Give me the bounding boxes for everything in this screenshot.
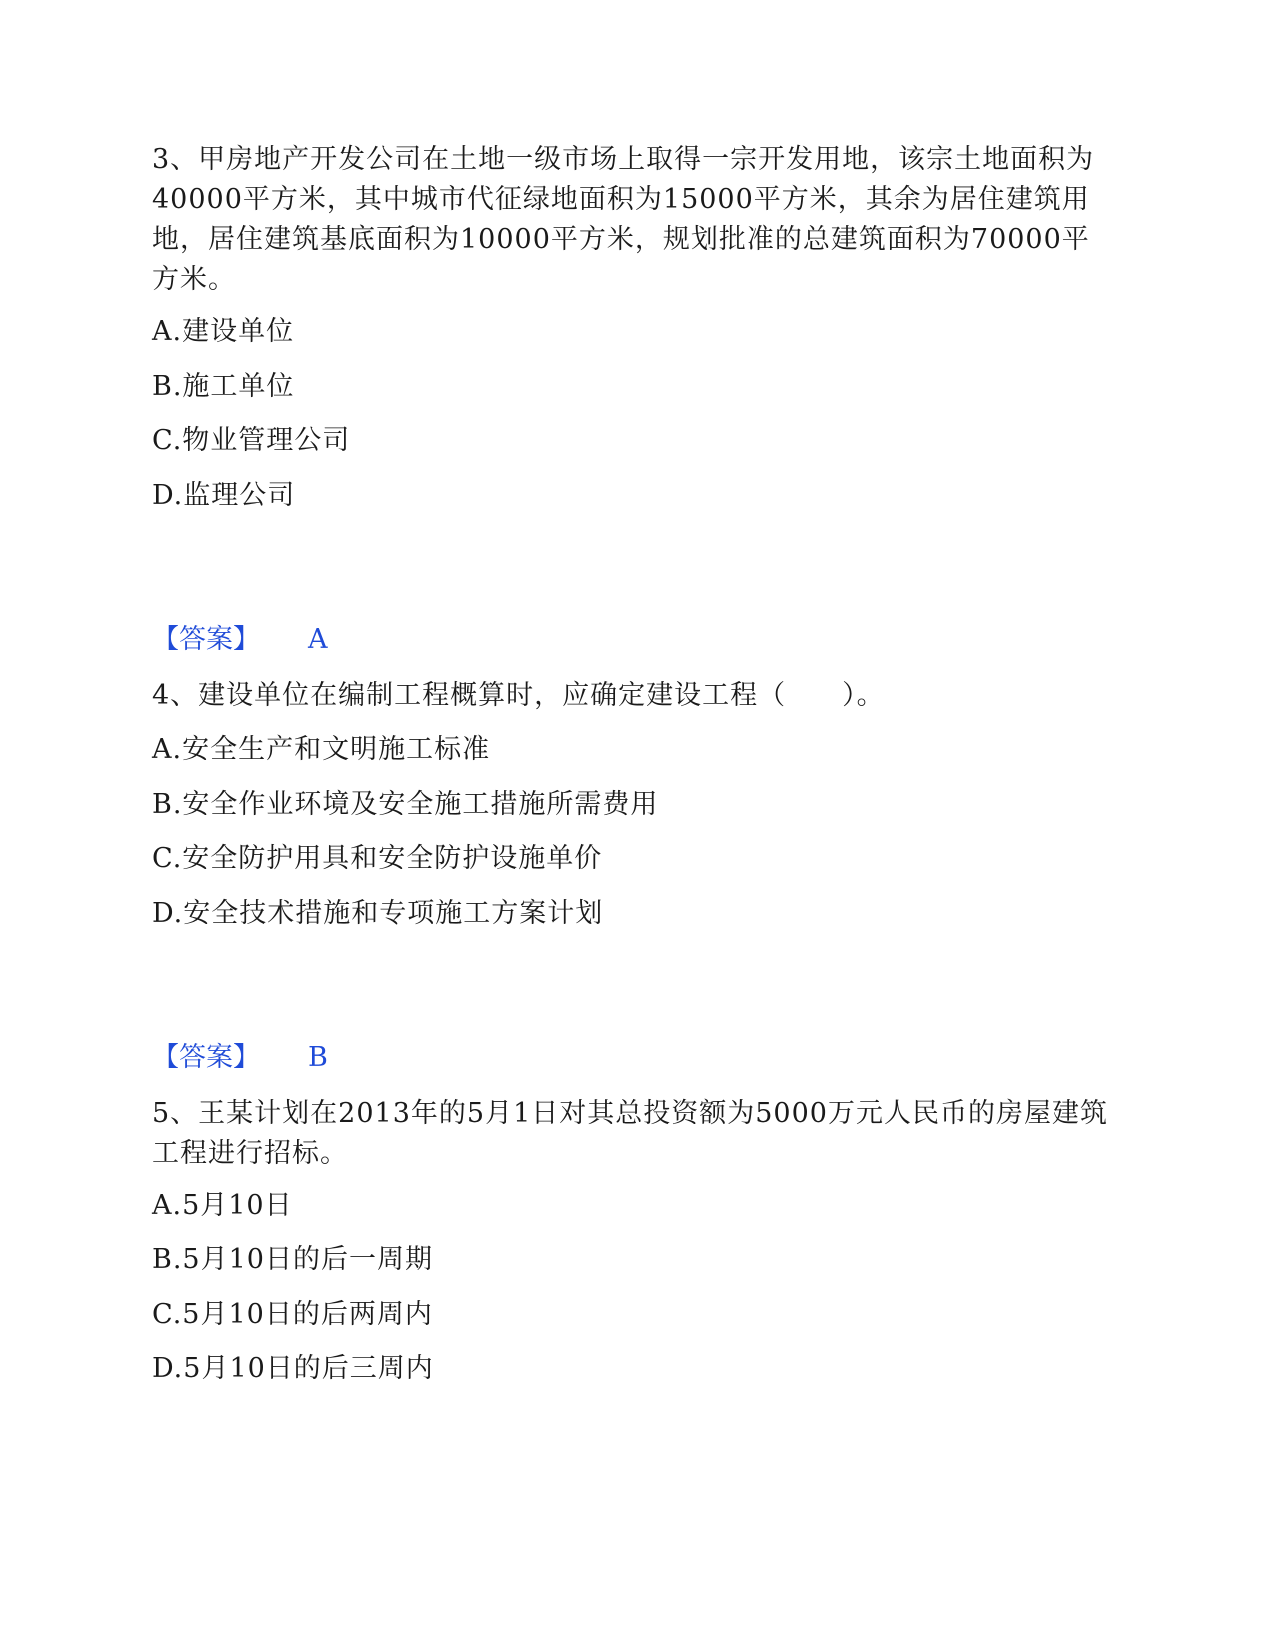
question-3-option-b: B.施工单位 (152, 371, 295, 402)
question-4-option-c: C.安全防护用具和安全防护设施单价 (152, 843, 603, 874)
answer-label: 【答案】 (152, 1042, 260, 1073)
question-5-stem: 5、王某计划在2013年的5月1日对其总投资额为5000万元人民币的房屋建筑工程进行招标。 (152, 1098, 1108, 1169)
answer-value: B (308, 1042, 328, 1073)
question-5-option-d: D.5月10日的后三周内 (152, 1353, 434, 1384)
question-3-answer (152, 620, 328, 660)
answer-label: 【答案】 (152, 624, 260, 655)
question-4-option-a: A.安全生产和文明施工标准 (152, 734, 491, 765)
question-4-stem: 4、建设单位在编制工程概算时，应确定建设工程（ ）。 (152, 680, 885, 711)
question-4-option-d: D.安全技术措施和专项施工方案计划 (152, 898, 604, 929)
question-5-option-b: B.5月10日的后一周期 (152, 1244, 433, 1275)
question-5-option-c: C.5月10日的后两周内 (152, 1299, 433, 1330)
question-4-option-b: B.安全作业环境及安全施工措施所需费用 (152, 789, 659, 820)
question-3-option-c: C.物业管理公司 (152, 425, 351, 456)
question-3-stem: 3、甲房地产开发公司在土地一级市场上取得一宗开发用地，该宗土地面积为40000平方米，其中城市代征绿地面积为15000平方米，其余为居住建筑用地，居住建筑基底面积为10000平方米，规划批准的总建筑面积为70000平方米。 (152, 144, 1095, 295)
question-3-option-d: D.监理公司 (152, 480, 296, 511)
question-4-answer (152, 1038, 328, 1078)
answer-value: A (308, 624, 328, 655)
question-5-option-a: A.5月10日 (152, 1190, 293, 1221)
question-3-option-a: A.建设单位 (152, 316, 295, 347)
